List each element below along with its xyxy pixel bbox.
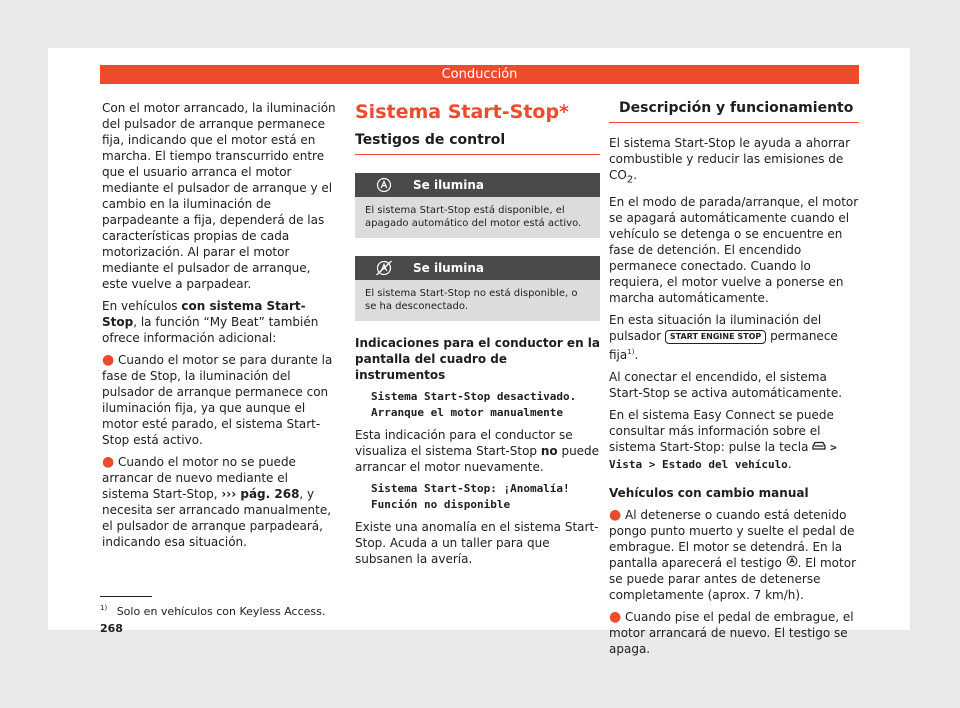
text: En el sistema Easy Connect se puede consultar más información sobre el sistema Start-Stop: pulse la tecla xyxy=(609,408,834,455)
start-stop-lamp-icon xyxy=(786,556,798,570)
text: . xyxy=(787,457,792,472)
text: . El motor se puede parar antes de detenerse completamente (aprox. 7 km/h). xyxy=(609,556,856,603)
footnote-divider xyxy=(100,596,152,597)
lamp-description: El sistema Start-Stop está disponible, el apagado automático del motor está activo. xyxy=(355,197,600,238)
paragraph xyxy=(609,407,861,473)
start-stop-off-lamp-icon xyxy=(355,260,413,276)
text: En vehículos xyxy=(102,299,182,313)
display-message xyxy=(355,481,600,513)
message-line: Función no disponible xyxy=(371,498,511,511)
message-line: Sistema Start-Stop desactivado. xyxy=(371,390,577,403)
text: , y necesita ser arrancado manualmente, el pulsador de arranque parpadeará, indicando esa situación. xyxy=(102,487,332,549)
bullet-icon: ● xyxy=(609,609,622,626)
text: puede arrancar el motor nuevamente. xyxy=(355,444,600,474)
bullet-icon: ● xyxy=(102,352,115,368)
text: Cuando el motor no se puede arrancar de nuevo mediante el sistema Start-Stop, xyxy=(102,455,296,501)
section-title: Descripción y funcionamiento xyxy=(609,100,859,123)
text: , la función “My Beat” también ofrece información adicional: xyxy=(102,315,319,345)
column-2 xyxy=(355,100,600,573)
warning-lamp-header xyxy=(355,256,600,280)
text: permanece fija xyxy=(609,329,838,363)
lamp-description: El sistema Start-Stop no está disponible, o se ha desconectado. xyxy=(355,280,600,321)
lamp-status: Se ilumina xyxy=(413,261,484,275)
bullet-icon: ● xyxy=(102,454,115,470)
text: El sistema Start-Stop le ayuda a ahorrar combustible y reducir las emisiones de CO xyxy=(609,136,851,182)
bullet-icon: ● xyxy=(609,507,622,524)
chapter-header: Conducción xyxy=(100,65,859,84)
page-number: 268 xyxy=(100,622,123,635)
column-1 xyxy=(102,100,338,556)
page-reference-link[interactable]: ››› pág. 268 xyxy=(221,487,300,501)
paragraph xyxy=(355,427,600,475)
subsection-title: Testigos de control xyxy=(355,132,600,155)
subscript: 2 xyxy=(626,174,634,186)
message-line: Sistema Start-Stop: ¡Anomalía! xyxy=(371,482,570,495)
footnote-text: Solo en vehículos con Keyless Access. xyxy=(116,604,326,618)
display-message xyxy=(355,389,600,421)
bullet-item xyxy=(102,352,338,448)
car-menu-icon xyxy=(812,440,826,454)
footnote xyxy=(100,604,325,618)
bullet-item xyxy=(609,609,861,657)
bullet-item xyxy=(609,507,861,603)
text: . xyxy=(633,168,638,182)
text: En esta situación la iluminación del pulsador xyxy=(609,313,822,344)
text: Al detenerse o cuando está detenido pongo punto muerto y suelte el pedal de embrague. El motor se detendrá. En la pantalla aparecerá el testigo xyxy=(609,508,855,571)
text: Cuando el motor se para durante la fase de Stop, la iluminación del pulsador de arranque permanece con iluminación fija, ya que aunque el motor esté parado, el sistema Start-Stop está activo. xyxy=(102,353,333,447)
footnote-mark: 1) xyxy=(100,604,108,612)
warning-lamp-header xyxy=(355,173,600,197)
paragraph xyxy=(609,312,861,363)
paragraph: Con el motor arrancado, la iluminación del pulsador de arranque permanece fija, indicando que el motor está en marcha. El tiempo transcurrido entre que el usuario arranca el motor mediante el pulsador de arranque y el cambio en la iluminación de parpadeante a fija, dependerá de las características propias de cada motorización. Al parar el motor mediante el pulsador de arranque, este vuelve a parpadear. xyxy=(102,101,336,291)
bold-text: no xyxy=(540,444,558,458)
paragraph xyxy=(609,135,861,188)
lamp-status: Se ilumina xyxy=(413,178,484,192)
text: Cuando pise el pedal de embrague, el motor arrancará de nuevo. El testigo se apaga. xyxy=(609,610,854,657)
bullet-item xyxy=(102,454,338,550)
start-engine-stop-button-icon: START ENGINE STOP xyxy=(665,330,766,344)
paragraph xyxy=(102,298,338,346)
bold-text: con sistema Start-Stop xyxy=(102,299,306,329)
text: . xyxy=(634,348,639,363)
menu-path: > Vista > Estado del vehículo xyxy=(609,441,837,472)
indications-title: Indicaciones para el conductor en la pantalla del cuadro de instrumentos xyxy=(355,336,600,382)
paragraph: Al conectar el encendido, el sistema Start-Stop se activa automáticamente. xyxy=(609,370,843,401)
text: Esta indicación para el conductor se visualiza el sistema Start-Stop xyxy=(355,428,573,458)
manual-title: Vehículos con cambio manual xyxy=(609,486,809,501)
message-line: Arranque el motor manualmente xyxy=(371,406,564,419)
start-stop-lamp-icon xyxy=(355,177,413,193)
section-title: Sistema Start-Stop* xyxy=(355,101,569,123)
paragraph: Existe una anomalía en el sistema Start-Stop. Acuda a un taller para que subsanen la avería. xyxy=(355,520,599,566)
footnote-mark: 1) xyxy=(627,348,635,357)
paragraph: En el modo de parada/arranque, el motor se apagará automáticamente cuando el vehículo se detenga o se encuentre en fase de detención. El encendido permanece conectado. Cuando lo requiera, el motor vuelve a ponerse en marcha automáticamente. xyxy=(609,195,859,306)
column-3 xyxy=(609,100,861,663)
